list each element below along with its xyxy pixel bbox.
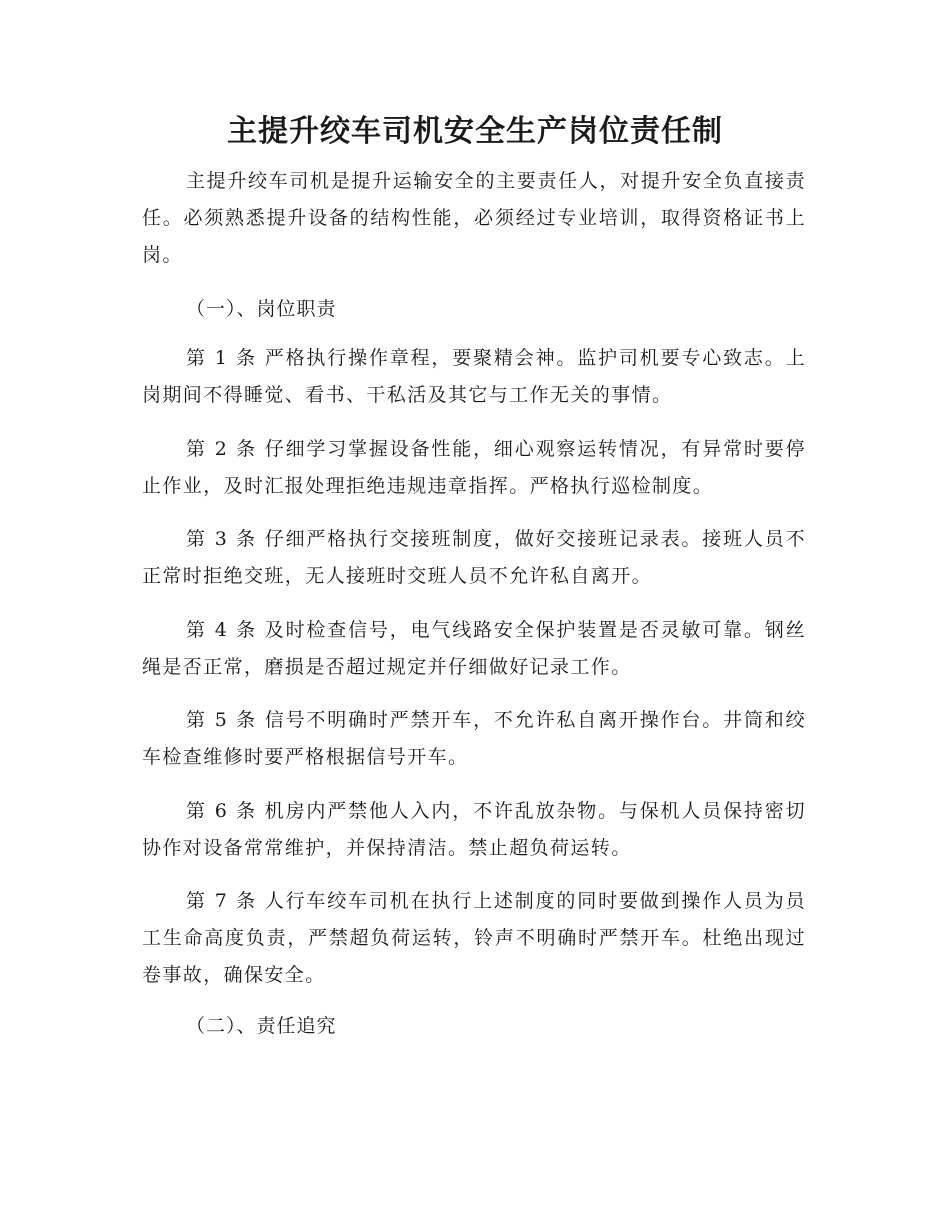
intro-paragraph: 主提升绞车司机是提升运输安全的主要责任人，对提升安全负直接责任。必须熟悉提升设备的结构性能，必须经过专业培训，取得资格证书上岗。 [142,170,806,266]
article-7: 第 7 条 人行车绞车司机在执行上述制度的同时要做到操作人员为员工生命高度负责，严禁超负荷运转，铃声不明确时严禁开车。杜绝出现过卷事故，确保安全。 [142,890,806,986]
article-3: 第 3 条 仔细严格执行交接班制度，做好交接班记录表。接班人员不正常时拒绝交班，无人接班时交班人员不允许私自离开。 [142,528,806,587]
article-5: 第 5 条 信号不明确时严禁开车，不允许私自离开操作台。井筒和绞车检查维修时要严格根据信号开车。 [142,709,806,768]
article-2: 第 2 条 仔细学习掌握设备性能，细心观察运转情况，有异常时要停止作业，及时汇报处理拒绝违规违章指挥。严格执行巡检制度。 [142,438,806,497]
article-6: 第 6 条 机房内严禁他人入内，不许乱放杂物。与保机人员保持密切协作对设备常常维护，并保持清洁。禁止超负荷运转。 [142,800,806,859]
article-1: 第 1 条 严格执行操作章程，要聚精会神。监护司机要专心致志。上岗期间不得睡觉、看书、干私活及其它与工作无关的事情。 [142,347,806,406]
document-title: 主提升绞车司机安全生产岗位责任制 [227,114,723,149]
section-heading-duties: （一）、岗位职责 [186,298,337,320]
article-4: 第 4 条 及时检查信号，电气线路安全保护装置是否灵敏可靠。钢丝绳是否正常，磨损是否超过规定并仔细做好记录工作。 [142,619,806,678]
section-heading-accountability: （二）、责任追究 [186,1015,337,1037]
